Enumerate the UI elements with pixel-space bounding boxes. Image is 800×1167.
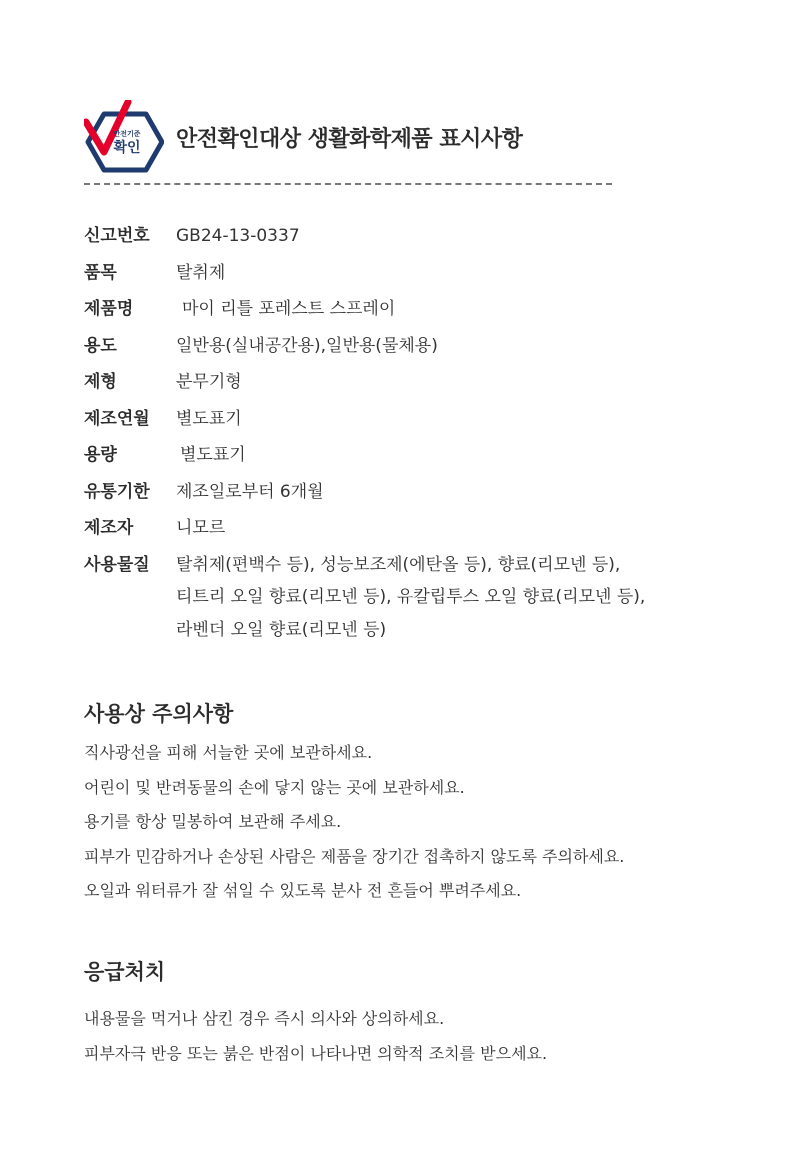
info-value: 별도표기	[180, 445, 246, 465]
info-value: 마이 리틀 포레스트 스프레이	[182, 299, 396, 319]
info-row-expiry	[84, 478, 764, 515]
info-label: 유통기한	[84, 481, 150, 502]
info-row-item	[84, 259, 764, 296]
info-label: 사용물질	[84, 554, 150, 575]
info-label: 품목	[84, 262, 117, 283]
info-label: 용도	[84, 335, 117, 356]
info-value: GB24-13-0337	[176, 226, 300, 246]
product-info-table	[84, 222, 764, 648]
first-aid-list	[84, 1002, 764, 1071]
info-value: 탈취제	[176, 262, 226, 283]
first-aid-title: 응급처치	[84, 960, 166, 984]
page-title: 안전확인대상 생활화학제품 표시사항	[176, 127, 523, 152]
precaution-item: 직사광선을 피해 서늘한 곳에 보관하세요.	[84, 743, 373, 762]
info-label: 용량	[84, 445, 117, 465]
info-label: 신고번호	[84, 226, 150, 246]
info-value: 니모르	[176, 518, 226, 538]
badge-small-text: 안전기준	[113, 130, 141, 138]
info-label: 제품명	[84, 299, 134, 319]
substance-line: 탈취제(편백수 등), 성능보조제(에탄올 등), 향료(리모넨 등),	[176, 554, 621, 575]
first-aid-item: 내용물을 먹거나 삼킨 경우 즉시 의사와 상의하세요.	[84, 1009, 445, 1028]
precaution-item: 오일과 워터류가 잘 섞일 수 있도록 분사 전 흔들어 뿌려주세요.	[84, 881, 522, 901]
info-label: 제형	[84, 372, 117, 392]
substance-line: 라벤더 오일 향료(리모넨 등)	[176, 619, 387, 640]
info-value: 일반용(실내공간용),일반용(물체용)	[176, 335, 438, 356]
first-aid-item: 피부자극 반응 또는 붉은 반점이 나타나면 의학적 조치를 받으세요.	[84, 1043, 548, 1063]
info-row-form	[84, 368, 764, 405]
info-value: 제조일로부터 6개월	[176, 481, 324, 502]
info-label: 제조연월	[84, 408, 150, 429]
substances-values	[176, 551, 645, 649]
info-row-capacity	[84, 441, 764, 478]
info-row-manufacturer	[84, 514, 764, 551]
info-row-manufacture-date	[84, 405, 764, 442]
precautions-list	[84, 736, 764, 909]
info-row-substances	[84, 551, 764, 649]
safety-confirmed-logo	[84, 100, 164, 176]
precaution-item: 용기를 항상 밀봉하여 보관해 주세요.	[84, 812, 342, 832]
header	[84, 100, 644, 176]
info-value: 별도표기	[176, 408, 242, 429]
dashed-divider	[84, 183, 612, 185]
badge-main-text: 확인	[113, 140, 141, 156]
substance-line: 티트리 오일 향료(리모넨 등), 유칼립투스 오일 향료(리모넨 등),	[176, 587, 646, 607]
info-row-report-number	[84, 222, 764, 259]
info-value: 분무기형	[176, 372, 242, 392]
info-label: 제조자	[84, 518, 134, 538]
info-row-usage	[84, 332, 764, 369]
precautions-title: 사용상 주의사항	[84, 702, 234, 726]
precaution-item: 피부가 민감하거나 손상된 사람은 제품을 장기간 접촉하지 않도록 주의하세요.	[84, 846, 625, 866]
precaution-item: 어린이 및 반려동물의 손에 닿지 않는 곳에 보관하세요.	[84, 777, 465, 797]
info-row-product-name	[84, 295, 764, 332]
